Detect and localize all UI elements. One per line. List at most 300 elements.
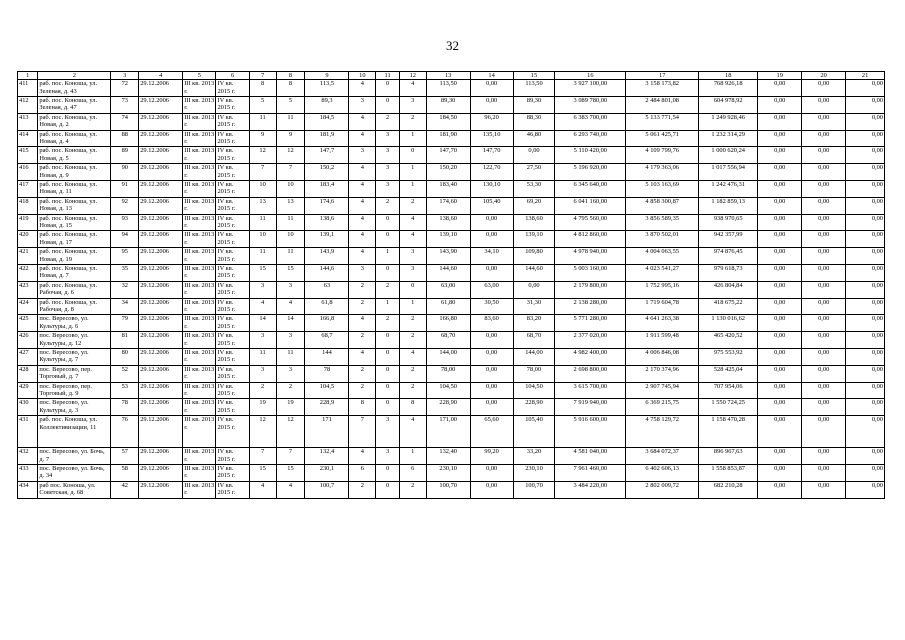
table-cell: 0,00: [802, 214, 846, 231]
column-number-cell: 8: [276, 72, 305, 80]
table-cell: 29.12.2006: [139, 315, 183, 332]
table-cell: 0,00: [802, 181, 846, 198]
table-cell: 104,50: [513, 382, 555, 399]
table-cell: 104,5: [305, 382, 349, 399]
table-cell: 11: [276, 248, 305, 265]
table-cell: 2: [399, 382, 426, 399]
table-row: [18, 298, 885, 315]
table-cell: 0,00: [802, 231, 846, 248]
table-cell: 4 795 560,00: [555, 214, 626, 231]
table-cell: 0,00: [758, 197, 802, 214]
column-number-cell: 6: [216, 72, 249, 80]
table-cell: 7 919 940,00: [555, 399, 626, 416]
table-cell: 9: [249, 130, 276, 147]
table-cell: 0,00: [758, 80, 802, 97]
table-cell: 34,10: [470, 248, 513, 265]
table-cell: III кв. 2013 г.: [184, 113, 215, 129]
table-cell: 230,10: [426, 465, 470, 482]
table-cell: 4: [349, 130, 376, 147]
table-cell: 5: [276, 97, 305, 114]
table-row: [18, 416, 885, 448]
table-cell: 3: [276, 365, 305, 382]
table-cell: 0,00: [802, 481, 846, 498]
table-cell: 1 719 604,78: [626, 298, 699, 315]
table-cell: 1: [399, 130, 426, 147]
table-cell: раб. пос. Коноша, ул. Новая, д. 5: [38, 147, 111, 164]
table-cell: пос. Вересово, ул. Бочь, д. 7: [38, 448, 111, 465]
table-cell: 0,00: [802, 113, 846, 130]
table-cell: 3 615 700,00: [555, 382, 626, 399]
table-cell: 5 103 163,69: [626, 181, 699, 198]
table-cell: 425: [18, 315, 38, 332]
table-cell: 1 242 476,31: [699, 181, 758, 198]
table-cell: 7: [276, 448, 305, 465]
table-cell: 0,00: [846, 197, 885, 214]
table-cell: 0,00: [802, 465, 846, 482]
table-cell: 2 377 020,00: [555, 332, 626, 349]
table-cell: 11: [276, 349, 305, 366]
table-cell: IV кв. 2015 г.: [216, 315, 249, 332]
table-cell: 0,00: [802, 298, 846, 315]
table-cell: 89,30: [426, 97, 470, 114]
table-cell: 105,40: [513, 416, 555, 448]
table-cell: 4 179 363,06: [626, 164, 699, 181]
table-cell: 416: [18, 164, 38, 181]
table-cell: 130,10: [470, 181, 513, 198]
table-cell: 11: [249, 113, 276, 130]
table-cell: 6 402 606,13: [626, 465, 699, 482]
table-cell: 29.12.2006: [139, 399, 183, 416]
table-cell: 2: [376, 281, 400, 298]
table-cell: 0,00: [470, 382, 513, 399]
table-cell: 3: [249, 365, 276, 382]
table-cell: 29.12.2006: [139, 214, 183, 231]
table-cell: 5 196 920,00: [555, 164, 626, 181]
table-cell: 4: [349, 315, 376, 332]
table-cell: 29.12.2006: [139, 97, 183, 114]
table-cell: 0,00: [758, 164, 802, 181]
table-cell: 0,00: [802, 147, 846, 164]
table-cell: 0,00: [846, 265, 885, 282]
table-cell: пос. Вересово, пер. Торговый, д. 9: [38, 382, 111, 399]
table-cell: III кв. 2013 г.: [184, 315, 215, 330]
table-cell: 0: [376, 265, 400, 282]
column-number-cell: 5: [183, 72, 216, 80]
table-cell: 0,00: [758, 481, 802, 498]
table-cell: 143,9: [305, 248, 349, 265]
table-cell: 412: [18, 97, 38, 114]
table-cell: 2: [249, 382, 276, 399]
table-cell: 0,00: [802, 248, 846, 265]
table-cell: 72: [111, 80, 139, 97]
column-number-cell: 14: [470, 72, 513, 80]
table-cell: 2: [376, 113, 400, 130]
table-cell: 4: [276, 298, 305, 315]
table-cell: 2 170 374,96: [626, 365, 699, 382]
table-cell: III кв. 2013 г.: [184, 164, 215, 179]
table-cell: 4 758 129,72: [626, 416, 699, 448]
table-cell: III кв. 2013 г.: [184, 97, 215, 112]
table-row: [18, 231, 885, 248]
table-cell: 768 926,18: [699, 80, 758, 97]
table-cell: 80: [111, 349, 139, 366]
table-cell: 0,00: [846, 349, 885, 366]
table-cell: 15: [276, 465, 305, 482]
table-cell: 0,00: [802, 365, 846, 382]
table-cell: раб пос. Коноша, ул. Советская, д. 68: [38, 481, 111, 498]
table-cell: 139,10: [513, 231, 555, 248]
table-cell: 4: [349, 164, 376, 181]
table-cell: 65,60: [470, 416, 513, 448]
table-cell: раб. пос. Коноша, ул. Новая, д. 7: [38, 265, 111, 282]
table-cell: 4: [349, 214, 376, 231]
housing-program-table: [17, 71, 885, 499]
table-cell: IV кв. 2015 г.: [216, 465, 249, 482]
table-cell: 32: [111, 281, 139, 298]
table-cell: 144: [305, 349, 349, 366]
table-cell: 2: [349, 298, 376, 315]
table-cell: 53,30: [513, 181, 555, 198]
table-cell: 29.12.2006: [139, 332, 183, 349]
table-cell: 78,00: [426, 365, 470, 382]
table-cell: 12: [276, 147, 305, 164]
table-cell: 113,50: [513, 80, 555, 97]
table-cell: раб. пос. Коноша, ул. Коллективизации, 11: [38, 416, 111, 448]
table-cell: 0,00: [846, 130, 885, 147]
table-cell: 61,80: [426, 298, 470, 315]
table-row: [18, 130, 885, 147]
table-cell: 3: [399, 248, 426, 265]
table-cell: 63,00: [470, 281, 513, 298]
table-cell: 0,00: [802, 315, 846, 332]
table-cell: раб. пос. Коноша, ул. Новая, д. 15: [38, 214, 111, 231]
table-cell: 181,9: [305, 130, 349, 147]
table-cell: 147,70: [470, 147, 513, 164]
table-cell: 0,00: [846, 164, 885, 181]
table-row: [18, 181, 885, 198]
table-cell: пос. Вересово, ул. Культуры, д. 7: [38, 349, 111, 366]
table-cell: 0,00: [470, 365, 513, 382]
table-cell: 0,00: [758, 181, 802, 198]
table-cell: 4 581 040,00: [555, 448, 626, 465]
table-cell: 0,00: [846, 481, 885, 498]
column-number-cell: 10: [349, 72, 376, 80]
table-cell: III кв. 2013 г.: [183, 416, 216, 448]
table-cell: 100,70: [426, 481, 470, 498]
table-cell: 29.12.2006: [139, 416, 183, 448]
table-cell: 896 967,63: [699, 448, 758, 465]
table-cell: 3 484 220,00: [555, 481, 626, 498]
table-cell: 5: [249, 97, 276, 114]
table-cell: 29.12.2006: [139, 147, 183, 164]
table-cell: 434: [18, 481, 38, 498]
table-row: [18, 281, 885, 298]
table-cell: 0,00: [513, 147, 555, 164]
table-cell: III кв. 2013 г.: [184, 349, 215, 364]
table-row: [18, 265, 885, 282]
table-cell: 230,10: [513, 465, 555, 482]
table-row: [18, 382, 885, 399]
table-cell: 132,4: [305, 448, 349, 465]
table-cell: 0,00: [758, 214, 802, 231]
table-cell: IV кв. 2015 г.: [216, 113, 249, 130]
table-cell: 63,00: [426, 281, 470, 298]
table-cell: 53: [111, 382, 139, 399]
table-cell: IV кв. 2015 г.: [216, 481, 249, 498]
table-cell: 0,00: [470, 97, 513, 114]
table-cell: 0,00: [758, 231, 802, 248]
table-cell: 5 771 280,00: [555, 315, 626, 332]
table-cell: пос. Вересово, пер. Торговый, д. 7: [38, 365, 111, 382]
table-cell: 4 004 063,55: [626, 248, 699, 265]
table-cell: 12: [249, 416, 276, 448]
table-cell: 4: [399, 80, 426, 97]
table-row: [18, 97, 885, 114]
table-cell: 138,60: [426, 214, 470, 231]
column-number-cell: 11: [376, 72, 400, 80]
table-cell: 418 675,22: [699, 298, 758, 315]
table-cell: 4: [399, 416, 426, 448]
table-cell: 2: [399, 481, 426, 498]
table-cell: IV кв. 2015 г.: [216, 399, 249, 416]
table-cell: 2: [399, 365, 426, 382]
table-cell: 420: [18, 231, 38, 248]
table-cell: 13: [276, 197, 305, 214]
table-cell: 138,60: [513, 214, 555, 231]
table-cell: 139,10: [426, 231, 470, 248]
table-cell: 91: [111, 181, 139, 198]
table-cell: 0,00: [802, 164, 846, 181]
table-cell: 68,7: [305, 332, 349, 349]
table-cell: 0,00: [846, 382, 885, 399]
table-cell: 88,30: [513, 113, 555, 130]
table-cell: 4 982 400,00: [555, 349, 626, 366]
table-cell: 2 698 800,00: [555, 365, 626, 382]
table-cell: 1 130 016,62: [699, 315, 758, 332]
table-cell: раб. пос. Коноша, ул. Новая, д. 17: [38, 231, 111, 248]
table-cell: 144,60: [513, 265, 555, 282]
table-cell: 0,00: [758, 399, 802, 416]
table-cell: 1: [399, 448, 426, 465]
table-cell: 113,5: [305, 80, 349, 97]
table-cell: 29.12.2006: [139, 281, 183, 298]
table-cell: 0,00: [802, 80, 846, 97]
table-cell: 144,6: [305, 265, 349, 282]
table-cell: 5 110 420,00: [555, 147, 626, 164]
table-cell: III кв. 2013 г.: [184, 231, 215, 246]
table-cell: 15: [276, 265, 305, 282]
table-cell: 0,00: [802, 265, 846, 282]
table-row: [18, 365, 885, 382]
table-cell: 429: [18, 382, 38, 399]
table-cell: 29.12.2006: [139, 365, 183, 382]
table-cell: 6: [399, 465, 426, 482]
table-cell: 0,00: [758, 315, 802, 332]
column-number-cell: 16: [555, 72, 626, 80]
table-cell: 4: [399, 231, 426, 248]
table-cell: 29.12.2006: [139, 231, 183, 248]
table-cell: 3 089 780,00: [555, 97, 626, 114]
column-number-row: [18, 72, 885, 80]
table-cell: 0,00: [846, 332, 885, 349]
table-cell: 4: [349, 248, 376, 265]
table-cell: 2 138 280,00: [555, 298, 626, 315]
table-cell: 432: [18, 448, 38, 465]
column-number-cell: 18: [699, 72, 758, 80]
table-cell: 228,90: [513, 399, 555, 416]
table-cell: 42: [111, 481, 139, 498]
table-cell: 0: [376, 465, 400, 482]
table-cell: 0,00: [758, 365, 802, 382]
table-cell: 2 179 800,00: [555, 281, 626, 298]
table-cell: 6 383 700,00: [555, 113, 626, 130]
table-cell: 31,30: [513, 298, 555, 315]
table-cell: III кв. 2013 г.: [184, 382, 215, 397]
table-cell: IV кв. 2015 г.: [216, 130, 249, 147]
table-cell: 0,00: [846, 416, 885, 448]
table-cell: 707 954,06: [699, 382, 758, 399]
table-cell: раб. пос. Коноша, ул. Зеленая, д. 47: [38, 97, 111, 114]
table-cell: 113,50: [426, 80, 470, 97]
column-number-cell: 21: [846, 72, 885, 80]
table-cell: 942 357,99: [699, 231, 758, 248]
table-cell: 9: [276, 130, 305, 147]
table-cell: 5 916 600,00: [555, 416, 626, 448]
table-cell: III кв. 2013 г.: [184, 147, 215, 162]
table-cell: 171,00: [426, 416, 470, 448]
table-cell: 132,40: [426, 448, 470, 465]
table-cell: 14: [276, 315, 305, 332]
table-cell: III кв. 2013 г.: [184, 80, 215, 95]
table-cell: 89,30: [513, 97, 555, 114]
table-cell: 105,40: [470, 197, 513, 214]
table-cell: 0: [376, 481, 400, 498]
table-cell: 427: [18, 349, 38, 366]
table-cell: 0,00: [758, 332, 802, 349]
table-cell: 7: [349, 416, 376, 448]
table-cell: III кв. 2013 г.: [184, 281, 215, 297]
table-cell: III кв. 2013 г.: [184, 448, 215, 463]
table-cell: 0: [376, 399, 400, 416]
table-cell: 975 553,92: [699, 349, 758, 366]
table-cell: 1 232 314,29: [699, 130, 758, 147]
table-cell: 1 249 928,46: [699, 113, 758, 130]
table-cell: 2: [376, 197, 400, 214]
table-cell: 4 978 940,00: [555, 248, 626, 265]
table-cell: 3 158 173,82: [626, 80, 699, 97]
table-cell: 0,00: [846, 281, 885, 298]
table-cell: 4: [349, 448, 376, 465]
table-cell: IV кв. 2015 г.: [216, 298, 249, 315]
table-cell: 0,00: [470, 481, 513, 498]
table-cell: 4 109 799,76: [626, 147, 699, 164]
table-cell: 426 804,84: [699, 281, 758, 298]
table-cell: 4: [399, 349, 426, 366]
table-cell: IV кв. 2015 г.: [216, 281, 249, 298]
table-cell: 0,00: [758, 281, 802, 298]
table-cell: 78: [305, 365, 349, 382]
table-row: [18, 315, 885, 332]
table-cell: 183,4: [305, 181, 349, 198]
table-cell: 2: [349, 382, 376, 399]
table-cell: 228,90: [426, 399, 470, 416]
table-cell: 1 182 859,13: [699, 197, 758, 214]
table-cell: 0,00: [470, 231, 513, 248]
table-cell: 419: [18, 214, 38, 231]
table-cell: 6 041 160,00: [555, 197, 626, 214]
table-cell: 411: [18, 80, 38, 97]
table-cell: 29.12.2006: [139, 382, 183, 399]
table-cell: 6 293 740,00: [555, 130, 626, 147]
table-cell: III кв. 2013 г.: [184, 265, 215, 280]
table-cell: 1: [376, 248, 400, 265]
table-cell: 8: [276, 80, 305, 97]
table-cell: 74: [111, 113, 139, 130]
table-cell: 0,00: [846, 315, 885, 332]
table-cell: 430: [18, 399, 38, 416]
table-cell: 7 961 460,00: [555, 465, 626, 482]
table-cell: пос. Вересово, ул. Культуры, д. 3: [38, 399, 111, 416]
table-cell: 682 210,28: [699, 481, 758, 498]
table-cell: 3 870 502,01: [626, 231, 699, 248]
table-cell: 63: [305, 281, 349, 298]
table-row: [18, 248, 885, 265]
column-number-cell: 7: [249, 72, 276, 80]
table-row: [18, 147, 885, 164]
table-cell: 166,8: [305, 315, 349, 332]
table-cell: 1: [376, 298, 400, 315]
table-cell: 181,90: [426, 130, 470, 147]
column-number-cell: 17: [626, 72, 699, 80]
table-cell: 144,00: [513, 349, 555, 366]
table-cell: 81: [111, 332, 139, 349]
table-cell: 0,00: [802, 382, 846, 399]
table-cell: 4: [276, 481, 305, 498]
table-cell: 12: [276, 416, 305, 448]
table-cell: 68,70: [426, 332, 470, 349]
table-row: [18, 214, 885, 231]
table-cell: 0,00: [846, 231, 885, 248]
table-cell: 8: [249, 80, 276, 97]
table-cell: 0,00: [802, 448, 846, 465]
table-cell: 171: [305, 416, 349, 448]
table-cell: 29.12.2006: [139, 130, 183, 147]
table-row: [18, 332, 885, 349]
column-number-cell: 1: [18, 72, 38, 80]
table-cell: 58: [111, 465, 139, 482]
table-cell: 29.12.2006: [139, 298, 183, 315]
table-cell: 230,1: [305, 465, 349, 482]
table-cell: III кв. 2013 г.: [184, 181, 215, 196]
table-cell: 29.12.2006: [139, 465, 183, 482]
table-cell: 5 133 771,54: [626, 113, 699, 130]
table-cell: 0,00: [758, 113, 802, 130]
table-cell: 7: [249, 164, 276, 181]
table-cell: 10: [249, 181, 276, 198]
table-cell: 3: [276, 332, 305, 349]
table-cell: 0,00: [846, 399, 885, 416]
table-cell: 29.12.2006: [139, 248, 183, 265]
table-cell: 12: [249, 147, 276, 164]
table-cell: IV кв. 2015 г.: [216, 382, 249, 399]
table-cell: 150,20: [426, 164, 470, 181]
table-cell: IV кв. 2015 г.: [216, 231, 249, 248]
table-cell: 93: [111, 214, 139, 231]
table-cell: 0,00: [846, 465, 885, 482]
table-cell: 174,6: [305, 197, 349, 214]
table-cell: раб. пос. Коноша, ул. Новая, д. 2: [38, 113, 111, 130]
table-cell: 138,6: [305, 214, 349, 231]
